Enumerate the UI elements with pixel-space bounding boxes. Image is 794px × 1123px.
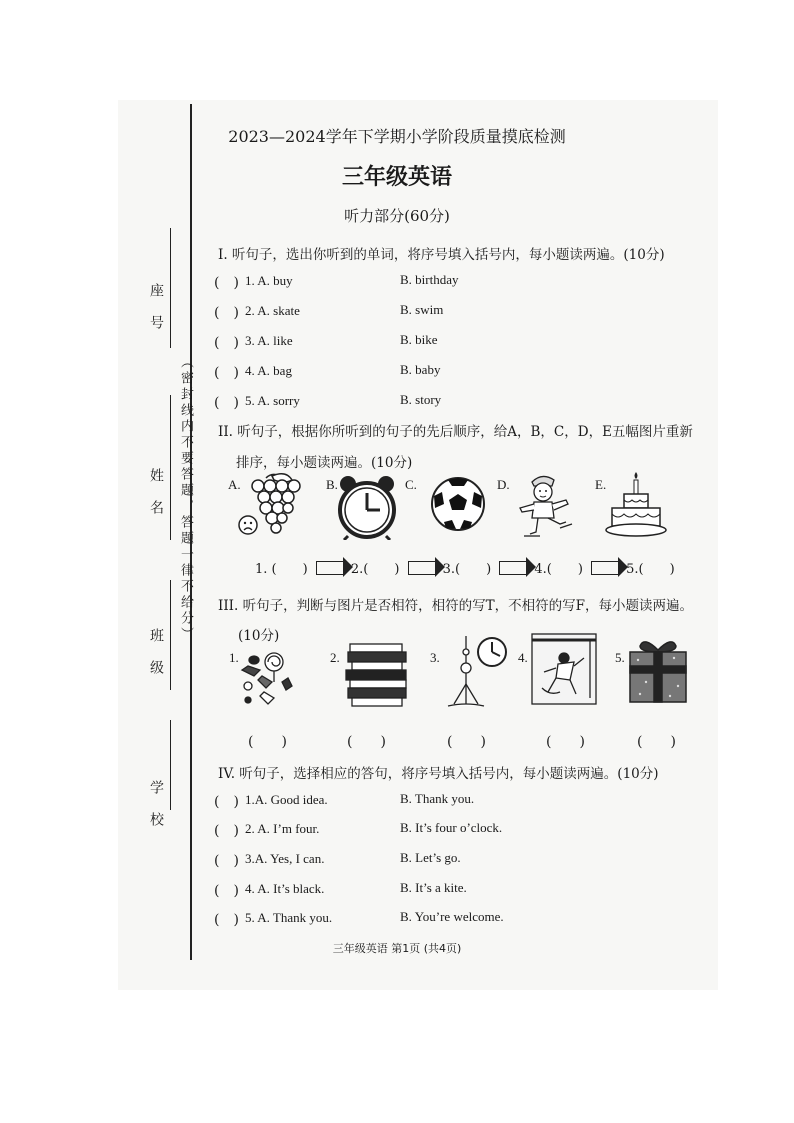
option-a: 3. A. like: [245, 333, 293, 348]
seal-notice: （密封线内不要答题，答题一律不给分）: [178, 355, 193, 643]
option-b: B. You’re welcome.: [400, 909, 504, 924]
tf-blank-3[interactable]: ( ): [447, 734, 486, 750]
answer-paren[interactable]: ( ): [214, 275, 239, 291]
answer-paren[interactable]: ( ): [214, 823, 239, 839]
option-a: 5. A. sorry: [245, 393, 300, 408]
picture-label-d: D.: [497, 477, 510, 492]
page-footer: 三年级英语 第1页 (共4页): [332, 942, 462, 955]
soccer-ball-icon: [430, 476, 486, 532]
part-title: 听力部分(60分): [344, 207, 450, 225]
exam-title: 2023—2024学年下学期小学阶段质量摸底检测: [228, 127, 566, 146]
option-a: 4. A. bag: [245, 363, 292, 378]
option-a: 4. A. It’s black.: [245, 881, 325, 896]
name-blank: [170, 395, 171, 540]
answer-paren[interactable]: ( ): [214, 365, 239, 381]
option-a: 2. A. I’m four.: [245, 821, 320, 836]
picture-label-3: 3.: [430, 650, 440, 665]
option-b: B. birthday: [400, 272, 459, 287]
option-a: 1.A. Good idea.: [245, 792, 328, 807]
gift-box-icon: [626, 636, 690, 706]
class-blank: [170, 580, 171, 690]
arrow-right-icon: [591, 561, 618, 575]
answer-paren[interactable]: ( ): [214, 853, 239, 869]
seat-blank: [170, 228, 171, 348]
arrow-right-icon: [408, 561, 435, 575]
option-a: 2. A. skate: [245, 303, 300, 318]
school-blank: [170, 720, 171, 810]
answer-paren[interactable]: ( ): [214, 912, 239, 928]
name-label: 姓 名: [148, 468, 164, 516]
section-2-title: II. 听句子，根据你所听到的句子的先后顺序，给A，B，C，D，E五幅图片重新: [218, 424, 693, 440]
section-1-title: Ⅰ. 听句子，选出你听到的单词，将序号填入括号内，每小题读两遍。(10分): [218, 247, 665, 263]
answer-paren[interactable]: ( ): [214, 305, 239, 321]
picture-label-5: 5.: [615, 650, 625, 665]
option-a: 3.A. Yes, I can.: [245, 851, 325, 866]
option-b: B. Let’s go.: [400, 850, 461, 865]
picture-label-4: 4.: [518, 650, 528, 665]
class-label: 班 级: [148, 628, 164, 676]
tf-blank-4[interactable]: ( ): [546, 734, 585, 750]
option-b: B. swim: [400, 302, 444, 317]
arrow-right-icon: [316, 561, 343, 575]
picture-label-1: 1.: [229, 650, 239, 665]
picture-label-e: E.: [595, 477, 607, 492]
candies-icon: [238, 648, 296, 708]
picture-label-b: B.: [326, 477, 338, 492]
books-icon: [344, 640, 410, 708]
seat-label: 座 号: [148, 283, 164, 331]
grapes-sad-icon: [236, 470, 306, 540]
picture-label-c: C.: [405, 477, 417, 492]
picture-label-a: A.: [228, 477, 241, 492]
sequence-slot-5[interactable]: 5.( ): [626, 562, 675, 577]
option-b: B. bike: [400, 332, 438, 347]
option-b: B. story: [400, 392, 442, 407]
answer-paren[interactable]: ( ): [214, 883, 239, 899]
option-b: B. Thank you.: [400, 791, 475, 806]
tv-tower-clock-icon: [444, 632, 510, 712]
sequence-slot-3[interactable]: 3.( ): [442, 562, 492, 577]
hanging-picture-icon: [530, 632, 598, 706]
section-3-title-cont: (10分): [238, 628, 280, 644]
subject-title: 三年级英语: [341, 165, 452, 190]
tf-blank-2[interactable]: ( ): [347, 734, 386, 750]
option-b: B. It’s a kite.: [400, 880, 467, 895]
school-label: 学 校: [148, 780, 164, 828]
section-3-title: III. 听句子，判断与图片是否相符，相符的写T，不相符的写F，每小题读两遍。: [218, 598, 693, 614]
option-a: 1. A. buy: [245, 273, 293, 288]
arrow-right-icon: [499, 561, 526, 575]
skating-boy-icon: [512, 472, 578, 542]
sequence-slot-1[interactable]: 1. ( ): [255, 562, 308, 577]
answer-paren[interactable]: ( ): [214, 335, 239, 351]
answer-paren[interactable]: ( ): [214, 794, 239, 810]
option-b: B. It’s four o’clock.: [400, 820, 503, 835]
option-b: B. baby: [400, 362, 441, 377]
section-2-title-cont: 排序，每小题读两遍。(10分): [236, 455, 413, 471]
sequence-slot-4[interactable]: 4.( ): [534, 562, 583, 577]
tf-blank-1[interactable]: ( ): [248, 734, 287, 750]
birthday-cake-icon: [604, 470, 668, 540]
section-4-title: IV. 听句子，选择相应的答句，将序号填入括号内，每小题读两遍。(10分): [218, 766, 659, 782]
sequence-slot-2[interactable]: 2.( ): [350, 562, 400, 577]
tf-blank-5[interactable]: ( ): [637, 734, 676, 750]
clock-icon: [336, 474, 398, 540]
answer-paren[interactable]: ( ): [214, 395, 239, 411]
picture-label-2: 2.: [330, 650, 340, 665]
option-a: 5. A. Thank you.: [245, 910, 333, 925]
sequence-row: [255, 557, 675, 577]
